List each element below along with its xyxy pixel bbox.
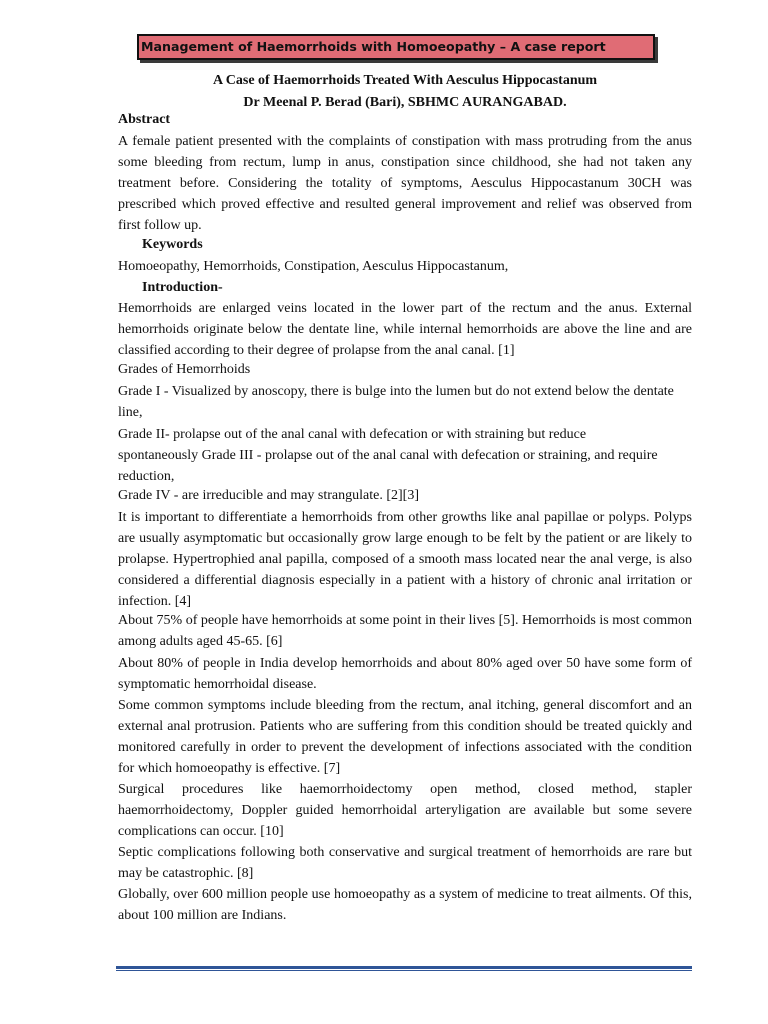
grade-1-text: Grade I - Visualized by anoscopy, there is bulge into the lumen but do not extend below the dentate line,	[118, 384, 674, 420]
abstract-heading: Abstract	[118, 112, 171, 127]
paragraph-india: About 80% of people in India develop hemorrhoids and about 80% aged over 50 have some form of symptomatic hemorrhoidal disease.	[118, 656, 692, 692]
paragraph-differential: It is important to differentiate a hemorrhoids from other growths like anal papillae or polyps. Polyps are usually asymptomatic but occasionally grow large enough to be felt by the patient or are likely to prolapse. Hypertrophied anal papilla, composed of a smooth mass located near the anal verge, is also considered a differential diagnosis especially in a patient with a history of chronic anal irritation or infection. [4]	[118, 510, 692, 609]
introduction-heading: Introduction-	[142, 280, 223, 295]
abstract-text: A female patient presented with the complaints of constipation with mass protruding from the anus some bleeding from rectum, lump in anus, constipation since childhood, she had not taken any treatment before. Considering the totality of symptoms, Aesculus Hippocastanum 30CH was prescribed which proved effective and resulted general improvement and relief was observed from first follow up.	[118, 134, 692, 233]
grade-4-text: Grade IV - are irreducible and may strangulate. [2][3]	[118, 488, 419, 503]
paragraph-surgical: Surgical procedures like haemorrhoidectomy open method, closed method, stapler haemorrhoidectomy, Doppler guided hemorrhoidal arteryligation are available but some severe complications can occur. [10]	[118, 782, 692, 839]
paragraph-prevalence: About 75% of people have hemorrhoids at some point in their lives [5]. Hemorrhoids is most common among adults aged 45-65. [6]	[118, 613, 692, 649]
keywords-text: Homoeopathy, Hemorrhoids, Constipation, Aesculus Hippocastanum,	[118, 259, 509, 274]
title-block	[118, 70, 692, 114]
header-banner-text: Management of Haemorrhoids with Homoeopathy – A case report	[141, 39, 606, 54]
keywords-heading: Keywords	[142, 237, 203, 252]
introduction-text: Hemorrhoids are enlarged veins located in the lower part of the rectum and the anus. External hemorrhoids originate below the dentate line, while internal hemorrhoids are above the line and are classified according to their degree of prolapse from the anal canal. [1]	[118, 301, 692, 358]
paragraph-global: Globally, over 600 million people use homoeopathy as a system of medicine to treat ailments. Of this, about 100 million are Indians.	[118, 887, 692, 923]
grades-heading: Grades of Hemorrhoids	[118, 362, 251, 377]
paragraph-symptoms: Some common symptoms include bleeding from the rectum, anal itching, general discomfort and an external anal protrusion. Patients who are suffering from this condition should be treated quickly and monitored carefully in order to prevent the development of infections associated with the condition for which homoeopathy is effective. [7]	[118, 698, 692, 776]
author-line: Dr Meenal P. Berad (Bari), SBHMC AURANGABAD.	[243, 95, 567, 110]
header-banner	[137, 34, 655, 60]
footer-rule	[116, 966, 692, 969]
grade-2-3-text: Grade II- prolapse out of the anal canal with defecation or with straining but reduce spontaneously Grade III - prolapse out of the anal canal with defecation or straining, and require reduction,	[118, 427, 658, 484]
footer-rule-thin	[116, 970, 692, 971]
paper-title: A Case of Haemorrhoids Treated With Aesculus Hippocastanum	[212, 73, 598, 88]
paragraph-septic: Septic complications following both conservative and surgical treatment of hemorrhoids are rare but may be catastrophic. [8]	[118, 845, 692, 881]
